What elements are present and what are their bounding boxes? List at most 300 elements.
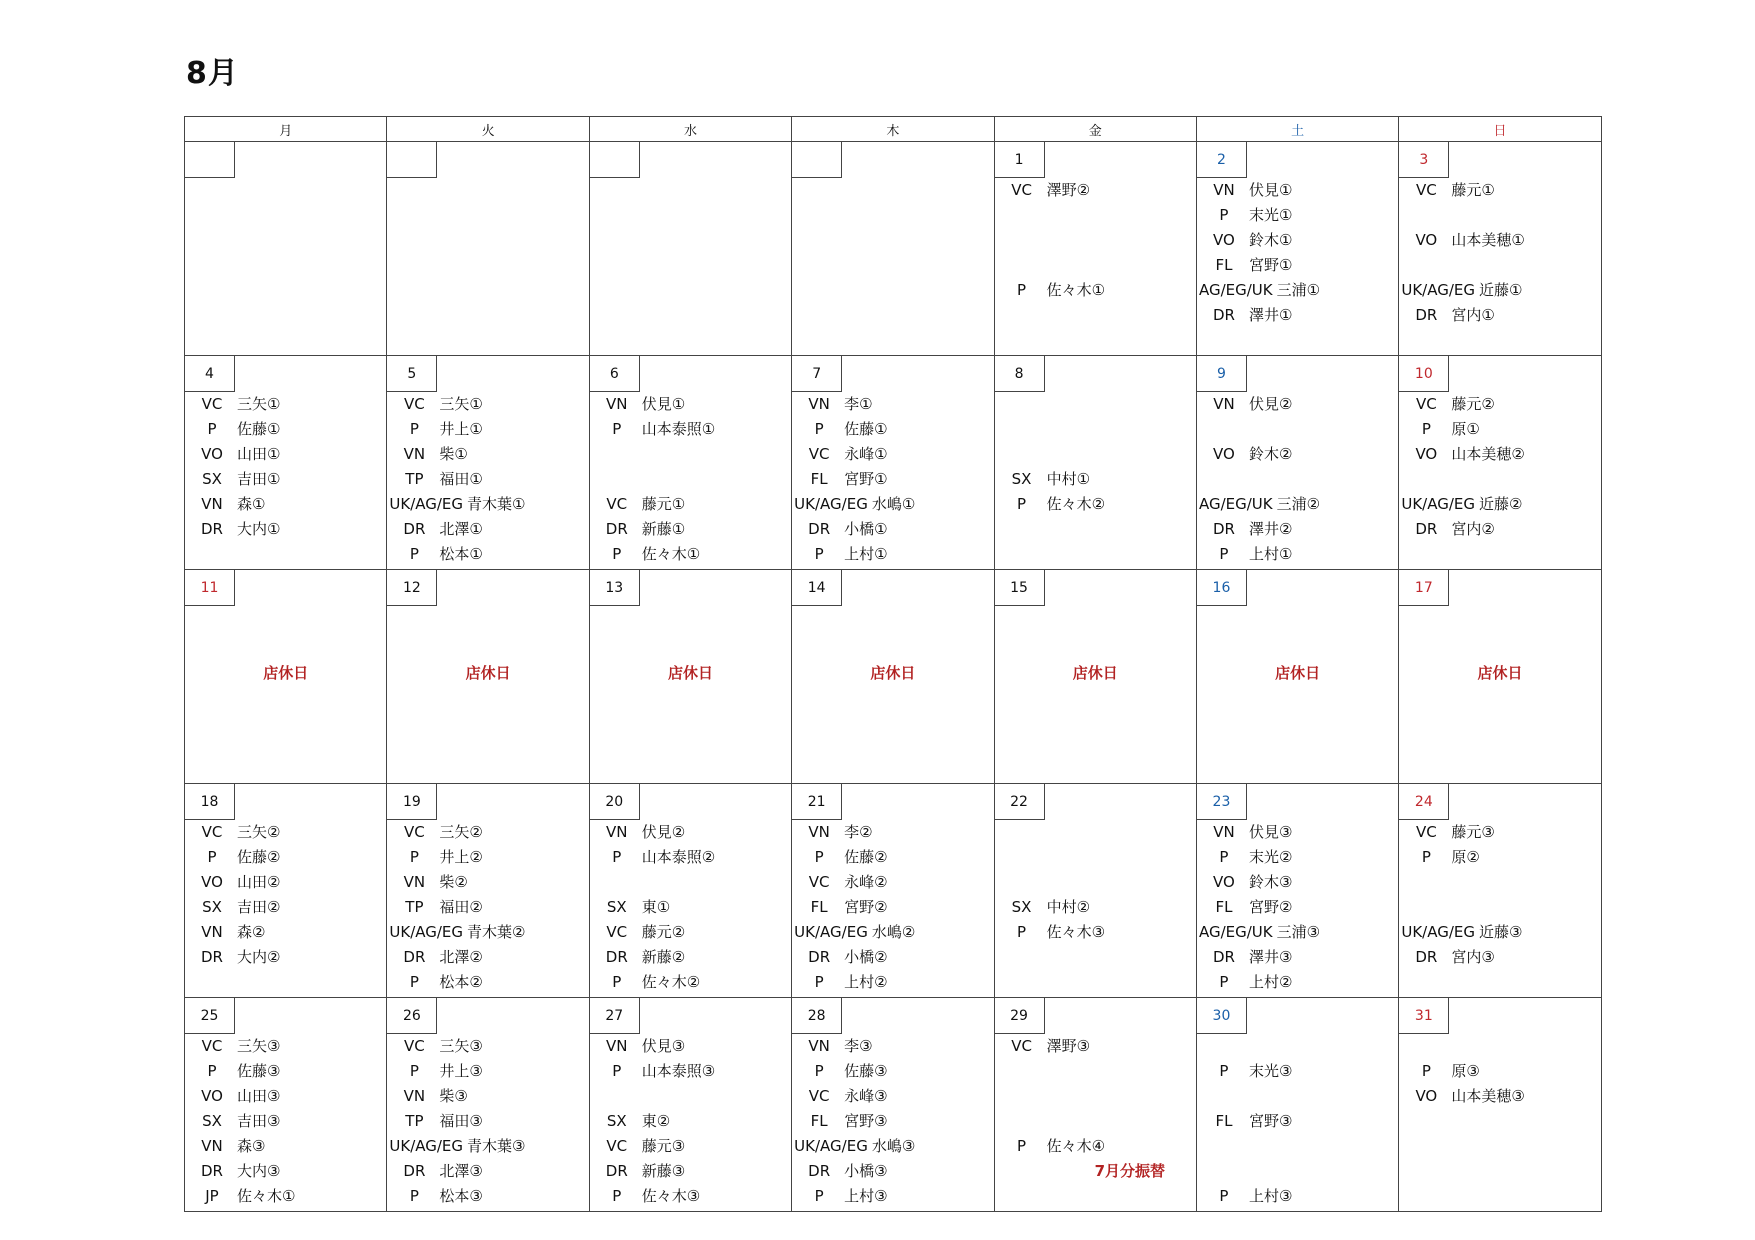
instrument-code: FL [810,470,828,488]
instrument-code: VN [808,395,830,413]
day-number [590,142,640,178]
student-name: 宮内① [1451,306,1495,324]
day-number: 1 [995,142,1045,178]
lesson-entry [995,895,1196,920]
lesson-list [1399,1034,1600,1109]
weekday-header: 水 [589,117,791,142]
day-number: 14 [792,570,842,606]
lesson-entry [792,442,993,467]
lesson-entry [387,1134,588,1159]
lesson-entry [185,1184,386,1209]
lesson-entry [995,203,1196,228]
instrument-code: VN [201,1137,223,1155]
lesson-entry [387,1109,588,1134]
week-row [185,570,1602,784]
day-cell [185,142,387,356]
student-name: 李② [844,823,873,841]
student-name: 佐々木④ [1046,1137,1106,1155]
lesson-entry [995,845,1196,870]
lesson-entry [387,1034,588,1059]
day-number: 11 [185,570,235,606]
student-name: 伏見① [1248,181,1293,199]
day-cell [1196,998,1398,1212]
student-name: 上村② [844,973,888,991]
closed-day-label: 店休日 [263,664,309,682]
lesson-list [590,392,791,567]
lesson-entry [590,1109,791,1134]
student-name: 伏見② [1248,395,1293,413]
closed-day-label: 店休日 [1275,664,1321,682]
student-name: 近藤③ [1479,923,1523,941]
student-name: 澤井① [1248,306,1293,324]
instrument-code: DR [808,1162,831,1180]
student-name: 宮野② [844,898,888,916]
instrument-code: P [1421,848,1431,866]
student-name: 上村② [1248,973,1293,991]
instrument-code: DR [403,1162,426,1180]
lesson-entry [1197,870,1398,895]
weekday-header-sunday: 日 [1399,117,1601,142]
student-name: 吉田② [237,898,281,916]
instrument-code: VN [808,823,830,841]
lesson-entry [1197,820,1398,845]
lesson-entry [1399,442,1600,467]
lesson-entry [995,392,1196,417]
instrument-code: VN [606,823,628,841]
day-cell [994,356,1196,570]
lesson-entry [387,870,588,895]
instrument-code: P [207,848,217,866]
student-name: 藤元① [1451,181,1495,199]
instrument-code: DR [201,1162,223,1180]
instrument-code: VC [1415,395,1437,413]
instrument-code: P [612,848,622,866]
student-name: 大内③ [237,1162,281,1180]
instrument-code: VC [1415,823,1437,841]
instrument-code: UK/AG/EG [794,495,868,513]
student-name: 小橋① [844,520,888,538]
instrument-code: VO [1415,1087,1438,1105]
lesson-entry [185,1084,386,1109]
lesson-entry [995,278,1196,303]
lesson-entry [995,1084,1196,1109]
week-row [185,356,1602,570]
instrument-code: SX [606,898,627,916]
lesson-entry [1399,1084,1600,1109]
student-name: 佐藤③ [237,1062,281,1080]
day-cell [792,356,994,570]
day-cell [589,570,791,784]
instrument-code: P [409,545,419,563]
student-name: 山本泰照③ [641,1062,716,1080]
student-name: 佐々木② [1046,495,1106,513]
instrument-code: VO [1213,445,1235,463]
day-cell [387,356,589,570]
day-number [792,142,842,178]
student-name: 宮野① [844,470,888,488]
lesson-entry [1399,203,1600,228]
lesson-entry [1197,895,1398,920]
instrument-code: VC [808,445,830,463]
instrument-code: SX [1011,898,1032,916]
instrument-code: UK/AG/EG [1401,495,1475,513]
lesson-entry [1197,417,1398,442]
lesson-entry [1197,278,1398,303]
lesson-entry [185,845,386,870]
instrument-code: DR [605,1162,628,1180]
instrument-code: VC [201,823,223,841]
student-name: 原③ [1451,1062,1480,1080]
day-number: 7 [792,356,842,392]
instrument-code: AG/EG/UK [1198,495,1273,513]
instrument-code: UK/AG/EG [389,923,464,941]
student-name: 佐藤② [237,848,281,866]
instrument-code: TP [405,898,424,916]
day-cell [1399,784,1601,998]
day-cell [185,570,387,784]
student-name: 藤元③ [1451,823,1495,841]
lesson-list [185,1034,386,1209]
day-cell [185,356,387,570]
lesson-entry [792,1084,993,1109]
lesson-list [792,392,993,567]
lesson-entry [995,442,1196,467]
student-name: 松本① [439,545,483,563]
lesson-entry [1197,1059,1398,1084]
day-cell [792,142,994,356]
student-name: 澤野③ [1046,1037,1091,1055]
day-number: 4 [185,356,235,392]
lesson-list [185,392,386,542]
day-number: 8 [995,356,1045,392]
day-cell [994,998,1196,1212]
lesson-entry [1197,1034,1398,1059]
instrument-code: DR [1415,306,1438,324]
student-name: 三浦③ [1276,923,1321,941]
student-name: 吉田① [237,470,281,488]
instrument-code: P [814,420,824,438]
lesson-entry [185,467,386,492]
lesson-list [1399,392,1600,542]
instrument-code: VC [201,395,223,413]
lesson-entry [387,920,588,945]
student-name: 松本③ [439,1187,483,1205]
lesson-entry [995,1134,1196,1159]
student-name: 新藤① [641,520,686,538]
instrument-code: P [814,1187,824,1205]
day-cell [1196,570,1398,784]
day-number: 13 [590,570,640,606]
lesson-entry [590,417,791,442]
instrument-code: VN [403,1087,426,1105]
student-name: 佐々木① [641,545,701,563]
day-number: 29 [995,998,1045,1034]
student-name: 澤井② [1248,520,1293,538]
student-name: 藤元② [641,923,686,941]
instrument-code: VN [201,495,223,513]
student-name: 柴③ [439,1087,468,1105]
student-name: 藤元② [1451,395,1495,413]
instrument-code: FL [1215,1112,1233,1130]
lesson-entry [1197,1159,1398,1184]
lesson-entry [185,920,386,945]
lesson-entry [1197,392,1398,417]
instrument-code: DR [1415,948,1438,966]
student-name: 水嶋② [871,923,916,941]
lesson-entry [1399,1034,1600,1059]
lesson-entry [185,1109,386,1134]
transfer-note: 7月分振替 [1094,1162,1165,1180]
lesson-entry [1197,467,1398,492]
lesson-entry [1399,820,1600,845]
instrument-code: VC [404,1037,425,1055]
day-cell [994,784,1196,998]
day-number: 16 [1197,570,1247,606]
lesson-list [387,1034,588,1209]
weekday-header-row [185,117,1602,142]
student-name: 水嶋③ [871,1137,916,1155]
lesson-entry [590,442,791,467]
student-name: 近藤② [1479,495,1523,513]
instrument-code: P [1017,923,1027,941]
student-name: 山田① [237,445,281,463]
instrument-code: DR [1415,520,1438,538]
lesson-entry [995,1159,1196,1184]
instrument-code: DR [1212,306,1235,324]
lesson-entry [1197,517,1398,542]
lesson-list [995,820,1196,945]
instrument-code: P [1219,1187,1229,1205]
closed-day-label: 店休日 [1072,664,1118,682]
instrument-code: VC [606,923,628,941]
student-name: 永峰② [844,873,888,891]
student-name: 鈴木③ [1248,873,1293,891]
instrument-code: P [409,973,419,991]
instrument-code: UK/AG/EG [1401,923,1475,941]
instrument-code: P [1219,973,1229,991]
instrument-code: VC [606,1137,628,1155]
student-name: 伏見③ [1248,823,1293,841]
lesson-entry [387,1184,588,1209]
lesson-entry [1399,417,1600,442]
student-name: 井上② [439,848,483,866]
lesson-entry [590,945,791,970]
instrument-code: VO [201,445,223,463]
day-number: 30 [1197,998,1247,1034]
lesson-entry [1197,1084,1398,1109]
lesson-entry [792,1134,993,1159]
day-cell [1196,356,1398,570]
instrument-code: VN [808,1037,830,1055]
lesson-entry [792,1184,993,1209]
instrument-code: P [1421,1062,1431,1080]
student-name: 三浦② [1276,495,1321,513]
lesson-entry [185,392,386,417]
instrument-code: VC [606,495,628,513]
day-cell [589,142,791,356]
student-name: 水嶋① [871,495,916,513]
student-name: 小橋③ [844,1162,888,1180]
instrument-code: VC [808,873,830,891]
lesson-entry [995,228,1196,253]
day-number: 10 [1399,356,1449,392]
lesson-entry [1399,920,1600,945]
lesson-entry [185,895,386,920]
instrument-code: P [1421,420,1431,438]
lesson-entry [792,1159,993,1184]
lesson-list [1197,178,1398,328]
day-number [387,142,437,178]
student-name: 柴② [439,873,468,891]
lesson-entry [995,1109,1196,1134]
lesson-entry [792,845,993,870]
day-cell [589,356,791,570]
lesson-entry [1399,392,1600,417]
student-name: 福田② [439,898,483,916]
instrument-code: P [1017,495,1027,513]
day-number: 21 [792,784,842,820]
student-name: 大内① [237,520,281,538]
student-name: 三矢② [439,823,483,841]
weekday-header: 月 [185,117,387,142]
lesson-entry [590,895,791,920]
student-name: 松本② [439,973,483,991]
lesson-entry [185,1159,386,1184]
lesson-entry [1399,845,1600,870]
lesson-entry [1197,178,1398,203]
lesson-entry [185,870,386,895]
instrument-code: P [207,420,217,438]
instrument-code: DR [1212,520,1235,538]
instrument-code: VC [808,1087,830,1105]
lesson-entry [1197,442,1398,467]
lesson-entry [185,442,386,467]
instrument-code: P [814,545,824,563]
lesson-entry [1197,1184,1398,1209]
lesson-entry [995,920,1196,945]
lesson-entry [1399,253,1600,278]
day-cell [994,570,1196,784]
day-number: 12 [387,570,437,606]
instrument-code: P [409,1187,419,1205]
lesson-entry [1399,945,1600,970]
student-name: 佐々木① [237,1187,296,1205]
lesson-entry [792,1059,993,1084]
instrument-code: UK/AG/EG [794,1137,868,1155]
lesson-entry [590,1084,791,1109]
day-cell [185,784,387,998]
instrument-code: P [814,1062,824,1080]
instrument-code: AG/EG/UK [1198,923,1273,941]
instrument-code: SX [606,1112,627,1130]
day-cell [1399,998,1601,1212]
lesson-entry [1197,970,1398,995]
lesson-entry [387,970,588,995]
instrument-code: VN [1213,823,1235,841]
day-cell [792,784,994,998]
instrument-code: P [1219,206,1229,224]
day-cell [792,570,994,784]
student-name: 藤元① [641,495,686,513]
student-name: 三矢③ [439,1037,483,1055]
student-name: 澤井③ [1248,948,1293,966]
instrument-code: VN [1213,395,1235,413]
student-name: 上村① [844,545,888,563]
lesson-entry [590,1059,791,1084]
instrument-code: VO [1213,231,1235,249]
lesson-entry [1399,178,1600,203]
instrument-code: P [612,973,622,991]
lesson-list [387,392,588,567]
student-name: 澤野② [1046,181,1091,199]
lesson-entry [792,945,993,970]
student-name: 宮野③ [844,1112,888,1130]
day-number: 25 [185,998,235,1034]
student-name: 末光② [1248,848,1293,866]
lesson-entry [792,820,993,845]
lesson-entry [792,542,993,567]
student-name: 吉田③ [237,1112,281,1130]
day-cell [387,142,589,356]
student-name: 山本美穂② [1451,445,1525,463]
instrument-code: SX [202,898,222,916]
instrument-code: FL [1215,898,1233,916]
lesson-entry [1197,1134,1398,1159]
day-number: 19 [387,784,437,820]
lesson-entry [387,442,588,467]
student-name: 山本泰照② [641,848,716,866]
student-name: 原① [1451,420,1480,438]
lesson-entry [590,517,791,542]
lesson-entry [1399,870,1600,895]
day-number: 5 [387,356,437,392]
closed-day-label: 店休日 [870,664,916,682]
month-title: 8月 [186,56,239,91]
instrument-code: VC [1011,181,1032,199]
day-number: 2 [1197,142,1247,178]
instrument-code: P [409,1062,419,1080]
student-name: 三矢③ [237,1037,281,1055]
instrument-code: UK/AG/EG [794,923,868,941]
instrument-code: SX [1011,470,1032,488]
lesson-entry [387,1084,588,1109]
lesson-entry [1197,845,1398,870]
student-name: 新藤② [641,948,686,966]
lesson-entry [185,417,386,442]
instrument-code: VN [403,873,426,891]
day-cell [1399,142,1601,356]
student-name: 山本泰照① [641,420,716,438]
student-name: 山本美穂③ [1451,1087,1525,1105]
student-name: 三矢① [439,395,483,413]
instrument-code: VC [404,395,425,413]
lesson-list [1399,178,1600,328]
instrument-code: VN [201,923,223,941]
instrument-code: P [814,973,824,991]
week-row [185,784,1602,998]
day-number: 24 [1399,784,1449,820]
day-number: 31 [1399,998,1449,1034]
lesson-entry [995,417,1196,442]
day-cell [1196,142,1398,356]
lesson-entry [387,945,588,970]
instrument-code: UK/AG/EG [389,1137,464,1155]
student-name: 森③ [237,1137,266,1155]
day-cell [1399,570,1601,784]
lesson-entry [995,820,1196,845]
lesson-list [590,820,791,995]
instrument-code: VN [403,445,426,463]
